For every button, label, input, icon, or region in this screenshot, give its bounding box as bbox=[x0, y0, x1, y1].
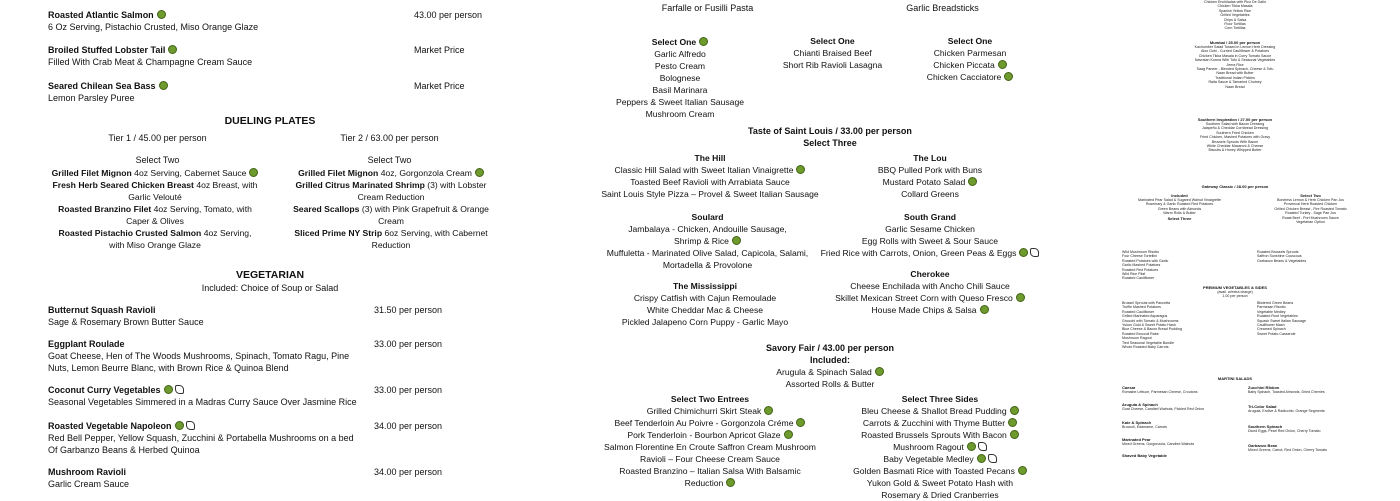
item-name: Roasted Atlantic Salmon bbox=[48, 10, 154, 20]
list-item: Fresh Herb Seared Chicken Breast 4oz Breast, with Garlic Velouté bbox=[52, 180, 258, 202]
select-label: Select Two bbox=[135, 155, 180, 165]
list-item: Grilled Citrus Marinated Shrimp (3) with Lobster Cream Reduction bbox=[295, 180, 487, 202]
leaf-icon bbox=[157, 10, 166, 19]
pasta-line: Farfalle or Fusilli Pasta bbox=[661, 3, 754, 13]
hill-group: The Hill Classic Hill Salad with Sweet Italian Vinaigrette Toasted Beef Ravioli with Arrabiata Sauce Saint Louis Style Pizza – Provel & Sweet Italian Sausage bbox=[601, 153, 819, 199]
mumbai-block: Mumbai / 25.00 per person Kachumber Salad Tossed in Lemon Herb Dressing Aloo Gobi - Curried Cauliflower & Potatoes Chicken Tikka Masala in Curry Tomato Sauce Navratan Korma With Tofu & Seasonal Vegetables Jeera Rice Saag Paneer - Blended Spinach, Cheese & Tofu Naan Bread with Butter Traditional Indian Pickles Raita Sauce & Tamarind Chutney Naan Bread bbox=[1194, 40, 1276, 89]
menu-item: Roasted Vegetable Napoleon Red Bell Pepper, Yellow Squash, Zucchini & Portabella Mushrooms on a bed Of Garbanzo Beans & Herbed Quinoa bbox=[48, 421, 354, 455]
menu-item bbox=[48, 9, 258, 33]
menu-item: Mushroom Ravioli Garlic Cream Sauce bbox=[48, 467, 130, 489]
leaf-icon bbox=[159, 81, 168, 90]
martini-right: Zucchini Ribbon Baby Spinach, Toasted Almonds, Dried Cherries Tri-Color Salad Arugula, Endive & Radicchio, Orange Segments Southern Spinach Diced Eggs, Pearl Red Onion, Cherry Tomato Garbanzo Bean Mixed Greens, Carrot, Red Onion, Cherry Tomato bbox=[1248, 385, 1328, 453]
savory-title: Savory Fair / 43.00 per person Included: bbox=[765, 343, 895, 365]
premium-block: PREMIUM VEGETABLES & SIDES (avail. w/extra charge) 1.00 per person bbox=[1203, 285, 1267, 299]
pasta-select: Select One Garlic Alfredo Pesto Cream Bolognese Basil Marinara Peppers & Sweet Italian Sausage Mushroom Cream bbox=[615, 37, 745, 119]
cherokee-group: Cherokee Cheese Enchilada with Ancho Chili Sauce Skillet Mexican Street Corn with Queso Fresco House Made Chips & Salsa bbox=[820, 268, 1040, 316]
section-title: VEGETARIAN bbox=[235, 269, 305, 281]
bread-line: Garlic Breadsticks bbox=[906, 3, 979, 13]
gateway-left: Included Marinated Pear Salad & Sugared Walnut Vinaigrette Rosemary & Garlic Roasted Red Potatoes Green Beans with Almonds Warm Rolls & Butter Select Three bbox=[1138, 193, 1221, 221]
section-subtitle: Included: Choice of Soup or Salad bbox=[201, 283, 339, 293]
menu-item bbox=[48, 44, 252, 68]
southgrand-group: South Grand Garlic Sesame Chicken Egg Rolls with Sweet & Sour Sauce Fried Rice with Carrots, Onion, Green Peas & Eggs bbox=[815, 211, 1045, 259]
item-name: Seared Chilean Sea Bass bbox=[48, 81, 156, 91]
menu-item: Eggplant Roulade Goat Cheese, Hen of The Woods Mushrooms, Spinach, Tomato Ragu, Pine Nuts, Lemon Beurre Blanc, with Brown Rice & Quinoa Blend bbox=[48, 339, 350, 373]
menu-item: Butternut Squash Ravioli Sage & Rosemary Brown Butter Sauce bbox=[48, 305, 204, 327]
premium-left: Brussel Sprouts with Pancetta Truffle Mashed Potatoes Roasted Cauliflower Grilled Marinated Asparagus Gnocchi with Tomato & Mushrooms Yukon Gold & Sweet Potato Hash Blue Cheese & Bacon Bread Pudding Roasted Broccoli Rabe Mushroom Ragout Tied Seasonal Vegetable Bundle Whole Roasted Baby Carrots bbox=[1122, 301, 1182, 350]
item-price: 34.00 per person bbox=[374, 467, 443, 477]
leaf-icon bbox=[168, 45, 177, 54]
premium-right: Blistered Green Beans Parmesan Risotto Vegetable Medley Roasted Root Vegetables Squash Sweet Italian Sausage Cauliflower Mash Creamed Spinach Sweet Potato Casserole bbox=[1257, 301, 1306, 336]
item-price: Market Price bbox=[414, 81, 465, 91]
gateway-right: Select Two Boneless Lemon & Herb Chicken Pan Jus Provencal Herb Roasted Chicken Grilled Chicken Breast - Fire Roasted Tomato Roasted Turkey - Sage Pan Jus Roast Beef - Port Mushroom Sauce Vegetarian Option bbox=[1274, 193, 1347, 225]
item-name: Broiled Stuffed Lobster Tail bbox=[48, 45, 166, 55]
lou-group: The Lou BBQ Pulled Pork with Buns Mustard Potato Salad Collard Greens bbox=[877, 153, 983, 199]
menu-item bbox=[48, 80, 168, 104]
tier-title: Tier 2 / 63.00 per person bbox=[340, 133, 439, 143]
tier1-list bbox=[50, 167, 260, 251]
item-price: 33.00 per person bbox=[374, 385, 443, 395]
select-label: Select Two bbox=[367, 155, 412, 165]
beef-select: Select One Chianti Braised Beef Short Rib Ravioli Lasagna bbox=[782, 36, 883, 70]
list-item: Roasted Branzino Filet 4oz Serving, Tomato, with Caper & Olives bbox=[58, 204, 252, 226]
list-item: Sliced Prime NY Strip 6oz Serving, with Cabernet Reduction bbox=[294, 228, 488, 250]
item-price: 31.50 per person bbox=[374, 305, 443, 315]
southern-block: Southern Inspiration / 27.00 per person Southern Salad with Bacon Dressing Jalapeño & Cheddar Cornbread Dressing Southern Fried Chicken Fried Chicken, Mashed Potatoes with Gravy Brussels Sprouts With Bacon White Cheddar Macaroni & Cheese Biscuits & Honey Whipped Butter bbox=[1197, 117, 1273, 153]
item-price: 33.00 per person bbox=[374, 339, 443, 349]
item-desc: Lemon Parsley Puree bbox=[48, 93, 135, 103]
martini-left: Caesar Romaine Lettuce, Parmesan Cheese, Croutons Arugula & Spinach Goat Cheese, Candied Walnuts, Pickled Red Onion Kale & Spinach Broccoli, Edamame, Carrots Marinated Pear Mixed Greens, Gorgonzola, Candied Walnuts Shaved Baby Vegetable bbox=[1122, 385, 1205, 458]
list-item: Seared Scallops (3) with Pink Grapefruit & Orange Cream bbox=[293, 204, 489, 226]
sides-left: Wild Mushroom Risotto Four Cheese Tortellini Roasted Potatoes with Garlic Garlic Mashed Potatoes Roasted Red Potatoes Wild Rice Pilaf Roasted Cauliflower bbox=[1122, 250, 1169, 281]
sides-group: Select Three Sides Bleu Cheese & Shallot Bread Pudding Carrots & Zucchini with Thyme Butter Roasted Brussels Sprouts With Bacon Mushroom Ragout Baby Vegetable Medley Golden Basmati Rice with Toasted Pecans Yukon Gold & Sweet Potato Hash with Rosemary & Dried Cranberries bbox=[835, 393, 1045, 501]
top-list: Chicken Enchiladas with Pico De Gallo Chicken Tikka Masala Spanish Yellow Rice Grilled Vegetables Chips & Salsa Flour Tortillas Corn Tortillas bbox=[1204, 0, 1266, 31]
tier2-list bbox=[286, 167, 496, 251]
item-price: 43.00 per person bbox=[414, 10, 483, 20]
savory-included: Arugula & Spinach Salad Assorted Rolls & Butter bbox=[740, 366, 920, 390]
sides-right: Roasted Brussels Sprouts Saffron Sunshine Couscous Garbanzo Beans & Vegetables bbox=[1257, 250, 1307, 263]
item-desc: 6 Oz Serving, Pistachio Crusted, Miso Orange Glaze bbox=[48, 22, 259, 32]
list-item: Grilled Filet Mignon 4oz Serving, Cabernet Sauce bbox=[50, 167, 260, 179]
mississippi-group: The Mississippi Crispy Catfish with Cajun Remoulade White Cheddar Mac & Cheese Pickled Jalapeno Corn Puppy - Garlic Mayo bbox=[621, 281, 789, 327]
list-item: Grilled Filet Mignon 4oz, Gorgonzola Cream bbox=[286, 167, 496, 179]
list-item: Roasted Pistachio Crusted Salmon 4oz Serving, with Miso Orange Glaze bbox=[58, 228, 252, 250]
chicken-select: Select One Chicken Parmesan Chicken Piccata Chicken Cacciatore bbox=[900, 35, 1040, 83]
menu-item: Coconut Curry Vegetables Seasonal Vegetables Simmered in a Madras Curry Sauce Over Jasmine Rice bbox=[48, 385, 357, 407]
soulard-group: Soulard Jambalaya - Chicken, Andouille Sausage, Shrimp & Rice Muffuletta - Marinated Olive Salad, Capicola, Salami, Mortadella & Provolone bbox=[606, 212, 809, 270]
section-title: DUELING PLATES bbox=[224, 115, 316, 127]
louis-title: Taste of Saint Louis / 33.00 per person Select Three bbox=[748, 126, 912, 148]
tier-title: Tier 1 / 45.00 per person bbox=[108, 133, 207, 143]
item-price: Market Price bbox=[414, 45, 465, 55]
gateway-block: Gateway Classic / 28.00 per person bbox=[1201, 184, 1269, 189]
entrees-group: Select Two Entrees Grilled Chimichurri Skirt Steak Beef Tenderloin Au Poivre - Gorgonzola Créme Pork Tenderloin - Bourbon Apricot Glaze Salmon Florentine En Croute Saffron Cream Mushroom Ravioli – Four Cheese Cream Sauce Roasted Branzino – Italian Salsa With Balsamic Reduction bbox=[604, 394, 816, 488]
item-price: 34.00 per person bbox=[374, 421, 443, 431]
martini-block: MARTINI SALADS bbox=[1217, 376, 1253, 381]
item-desc: Filled With Crab Meat & Champagne Cream Sauce bbox=[48, 57, 253, 67]
